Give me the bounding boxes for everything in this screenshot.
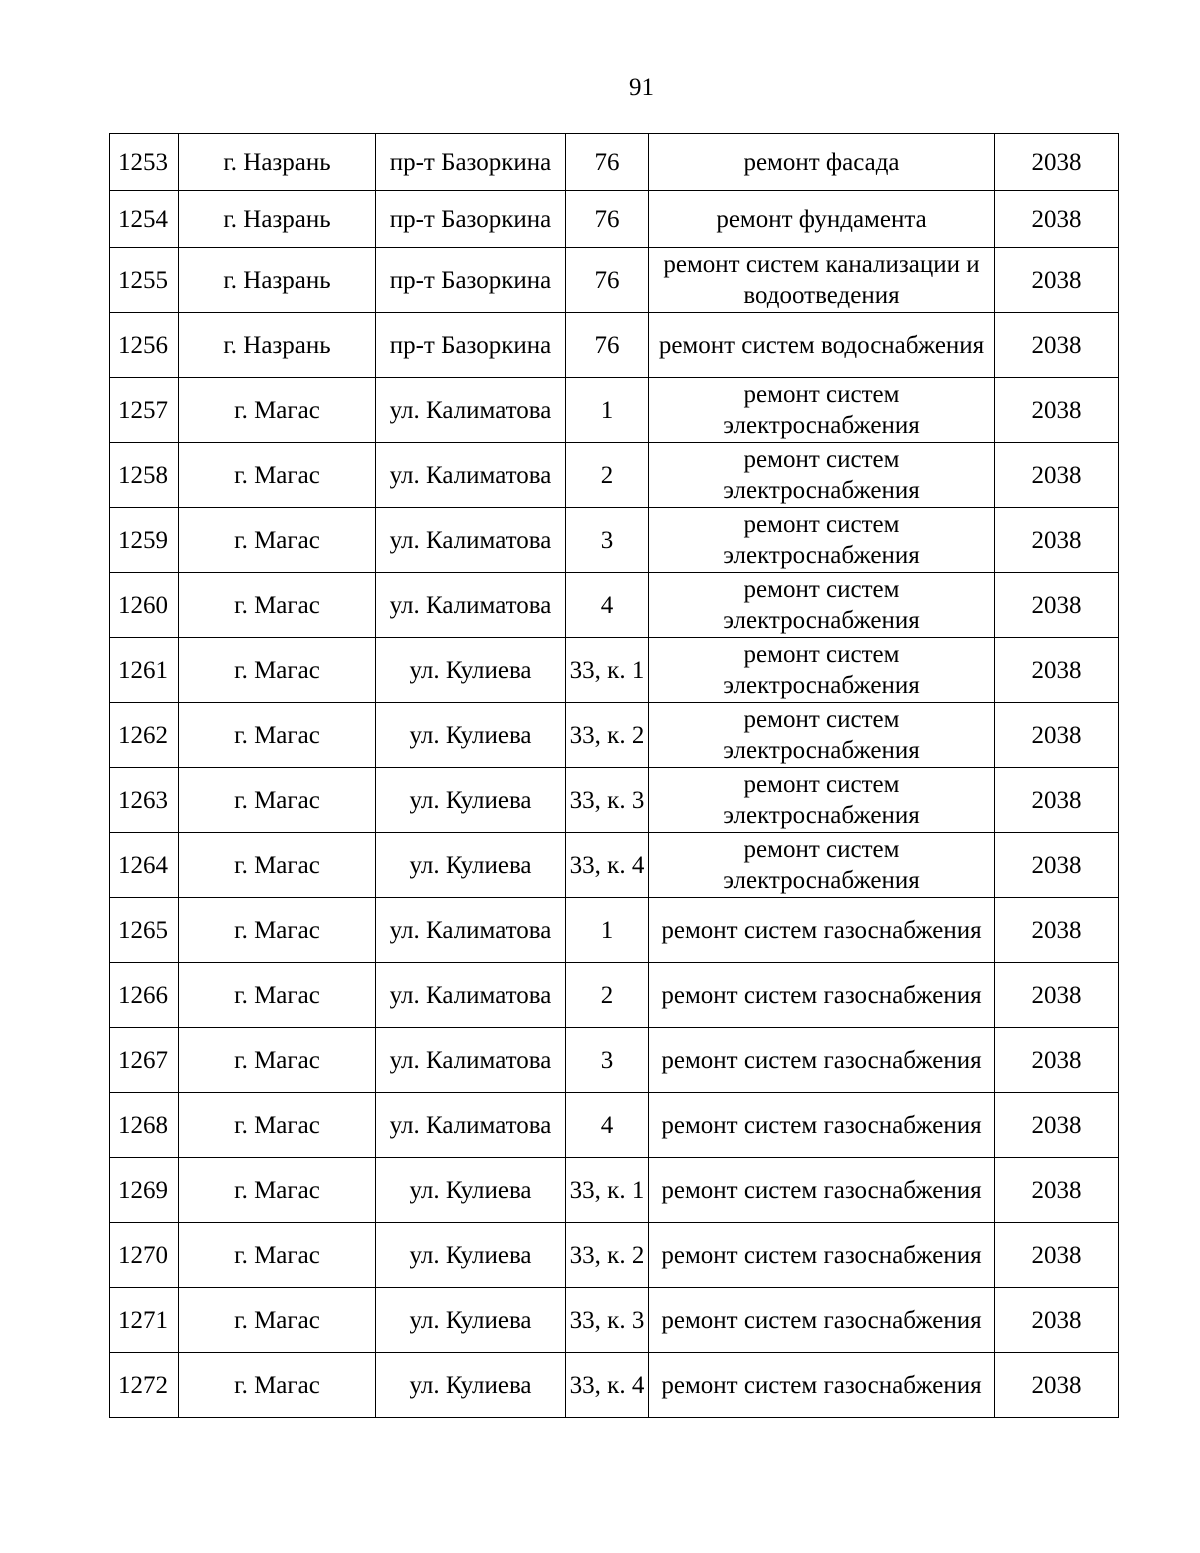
street-cell: пр-т Базоркина xyxy=(376,191,566,248)
year-cell: 2038 xyxy=(995,703,1119,768)
year-cell: 2038 xyxy=(995,898,1119,963)
street-cell: ул. Кулиева xyxy=(376,1288,566,1353)
row-number-cell: 1256 xyxy=(110,313,179,378)
work-type-cell: ремонт систем электроснабжения xyxy=(649,573,995,638)
house-cell: 33, к. 3 xyxy=(566,768,649,833)
city-cell: г. Магас xyxy=(179,1028,376,1093)
year-cell: 2038 xyxy=(995,1288,1119,1353)
house-cell: 4 xyxy=(566,1093,649,1158)
row-number-cell: 1262 xyxy=(110,703,179,768)
work-type-cell: ремонт систем газоснабжения xyxy=(649,1158,995,1223)
house-cell: 2 xyxy=(566,963,649,1028)
house-cell: 3 xyxy=(566,508,649,573)
work-type-cell: ремонт систем водоснабжения xyxy=(649,313,995,378)
house-cell: 33, к. 1 xyxy=(566,1158,649,1223)
city-cell: г. Магас xyxy=(179,768,376,833)
table-body xyxy=(110,134,1119,1418)
city-cell: г. Магас xyxy=(179,703,376,768)
row-number-cell: 1253 xyxy=(110,134,179,191)
year-cell: 2038 xyxy=(995,1158,1119,1223)
year-cell: 2038 xyxy=(995,1028,1119,1093)
table-row xyxy=(110,1028,1119,1093)
row-number-cell: 1254 xyxy=(110,191,179,248)
year-cell: 2038 xyxy=(995,443,1119,508)
year-cell: 2038 xyxy=(995,508,1119,573)
house-cell: 33, к. 2 xyxy=(566,703,649,768)
year-cell: 2038 xyxy=(995,963,1119,1028)
house-cell: 33, к. 4 xyxy=(566,1353,649,1418)
city-cell: г. Назрань xyxy=(179,313,376,378)
year-cell: 2038 xyxy=(995,248,1119,313)
city-cell: г. Магас xyxy=(179,1158,376,1223)
house-cell: 3 xyxy=(566,1028,649,1093)
house-cell: 1 xyxy=(566,378,649,443)
work-type-cell: ремонт систем газоснабжения xyxy=(649,1028,995,1093)
year-cell: 2038 xyxy=(995,573,1119,638)
row-number-cell: 1255 xyxy=(110,248,179,313)
table-row xyxy=(110,378,1119,443)
year-cell: 2038 xyxy=(995,1223,1119,1288)
table-row xyxy=(110,1223,1119,1288)
city-cell: г. Магас xyxy=(179,1223,376,1288)
page-number: 91 xyxy=(629,74,654,101)
work-type-cell: ремонт систем канализации и водоотведения xyxy=(649,248,995,313)
table-row xyxy=(110,573,1119,638)
work-type-cell: ремонт систем газоснабжения xyxy=(649,898,995,963)
city-cell: г. Магас xyxy=(179,1093,376,1158)
street-cell: ул. Калиматова xyxy=(376,508,566,573)
work-type-cell: ремонт фундамента xyxy=(649,191,995,248)
table-row xyxy=(110,248,1119,313)
work-type-cell: ремонт систем газоснабжения xyxy=(649,1093,995,1158)
house-cell: 33, к. 2 xyxy=(566,1223,649,1288)
row-number-cell: 1257 xyxy=(110,378,179,443)
work-type-cell: ремонт систем газоснабжения xyxy=(649,1353,995,1418)
street-cell: ул. Кулиева xyxy=(376,1158,566,1223)
work-type-cell: ремонт систем газоснабжения xyxy=(649,1223,995,1288)
house-cell: 76 xyxy=(566,248,649,313)
row-number-cell: 1263 xyxy=(110,768,179,833)
row-number-cell: 1269 xyxy=(110,1158,179,1223)
street-cell: ул. Калиматова xyxy=(376,898,566,963)
street-cell: пр-т Базоркина xyxy=(376,313,566,378)
table-row xyxy=(110,1158,1119,1223)
work-type-cell: ремонт систем электроснабжения xyxy=(649,638,995,703)
work-type-cell: ремонт систем газоснабжения xyxy=(649,1288,995,1353)
city-cell: г. Магас xyxy=(179,898,376,963)
street-cell: ул. Калиматова xyxy=(376,443,566,508)
city-cell: г. Назрань xyxy=(179,191,376,248)
work-type-cell: ремонт систем электроснабжения xyxy=(649,443,995,508)
row-number-cell: 1270 xyxy=(110,1223,179,1288)
house-cell: 76 xyxy=(566,134,649,191)
street-cell: ул. Калиматова xyxy=(376,573,566,638)
year-cell: 2038 xyxy=(995,191,1119,248)
street-cell: пр-т Базоркина xyxy=(376,248,566,313)
city-cell: г. Магас xyxy=(179,833,376,898)
table-row xyxy=(110,443,1119,508)
year-cell: 2038 xyxy=(995,1353,1119,1418)
city-cell: г. Магас xyxy=(179,573,376,638)
street-cell: ул. Калиматова xyxy=(376,1093,566,1158)
city-cell: г. Назрань xyxy=(179,248,376,313)
row-number-cell: 1267 xyxy=(110,1028,179,1093)
table-row xyxy=(110,638,1119,703)
year-cell: 2038 xyxy=(995,638,1119,703)
house-cell: 1 xyxy=(566,898,649,963)
house-cell: 33, к. 3 xyxy=(566,1288,649,1353)
work-type-cell: ремонт систем газоснабжения xyxy=(649,963,995,1028)
house-cell: 33, к. 4 xyxy=(566,833,649,898)
work-type-cell: ремонт фасада xyxy=(649,134,995,191)
table-row xyxy=(110,703,1119,768)
row-number-cell: 1265 xyxy=(110,898,179,963)
city-cell: г. Магас xyxy=(179,378,376,443)
row-number-cell: 1264 xyxy=(110,833,179,898)
table-row xyxy=(110,898,1119,963)
work-type-cell: ремонт систем электроснабжения xyxy=(649,378,995,443)
street-cell: ул. Кулиева xyxy=(376,768,566,833)
table-row xyxy=(110,508,1119,573)
year-cell: 2038 xyxy=(995,134,1119,191)
year-cell: 2038 xyxy=(995,833,1119,898)
work-type-cell: ремонт систем электроснабжения xyxy=(649,768,995,833)
work-type-cell: ремонт систем электроснабжения xyxy=(649,833,995,898)
house-cell: 76 xyxy=(566,313,649,378)
street-cell: ул. Калиматова xyxy=(376,963,566,1028)
row-number-cell: 1272 xyxy=(110,1353,179,1418)
street-cell: ул. Кулиева xyxy=(376,833,566,898)
table-row xyxy=(110,768,1119,833)
work-type-cell: ремонт систем электроснабжения xyxy=(649,508,995,573)
city-cell: г. Магас xyxy=(179,1288,376,1353)
city-cell: г. Магас xyxy=(179,638,376,703)
city-cell: г. Назрань xyxy=(179,134,376,191)
house-cell: 2 xyxy=(566,443,649,508)
city-cell: г. Магас xyxy=(179,508,376,573)
row-number-cell: 1258 xyxy=(110,443,179,508)
house-cell: 4 xyxy=(566,573,649,638)
house-cell: 76 xyxy=(566,191,649,248)
city-cell: г. Магас xyxy=(179,1353,376,1418)
table-row xyxy=(110,134,1119,191)
work-type-cell: ремонт систем электроснабжения xyxy=(649,703,995,768)
table-row xyxy=(110,1288,1119,1353)
table-row xyxy=(110,191,1119,248)
year-cell: 2038 xyxy=(995,1093,1119,1158)
house-cell: 33, к. 1 xyxy=(566,638,649,703)
row-number-cell: 1261 xyxy=(110,638,179,703)
street-cell: ул. Калиматова xyxy=(376,1028,566,1093)
street-cell: пр-т Базоркина xyxy=(376,134,566,191)
table-row xyxy=(110,833,1119,898)
street-cell: ул. Кулиева xyxy=(376,638,566,703)
street-cell: ул. Кулиева xyxy=(376,703,566,768)
year-cell: 2038 xyxy=(995,313,1119,378)
row-number-cell: 1260 xyxy=(110,573,179,638)
street-cell: ул. Кулиева xyxy=(376,1353,566,1418)
year-cell: 2038 xyxy=(995,378,1119,443)
year-cell: 2038 xyxy=(995,768,1119,833)
row-number-cell: 1266 xyxy=(110,963,179,1028)
row-number-cell: 1259 xyxy=(110,508,179,573)
city-cell: г. Магас xyxy=(179,443,376,508)
repair-schedule-table xyxy=(109,133,1119,1418)
row-number-cell: 1271 xyxy=(110,1288,179,1353)
table-row xyxy=(110,313,1119,378)
table-row xyxy=(110,963,1119,1028)
street-cell: ул. Калиматова xyxy=(376,378,566,443)
table-row xyxy=(110,1353,1119,1418)
table-row xyxy=(110,1093,1119,1158)
row-number-cell: 1268 xyxy=(110,1093,179,1158)
street-cell: ул. Кулиева xyxy=(376,1223,566,1288)
city-cell: г. Магас xyxy=(179,963,376,1028)
